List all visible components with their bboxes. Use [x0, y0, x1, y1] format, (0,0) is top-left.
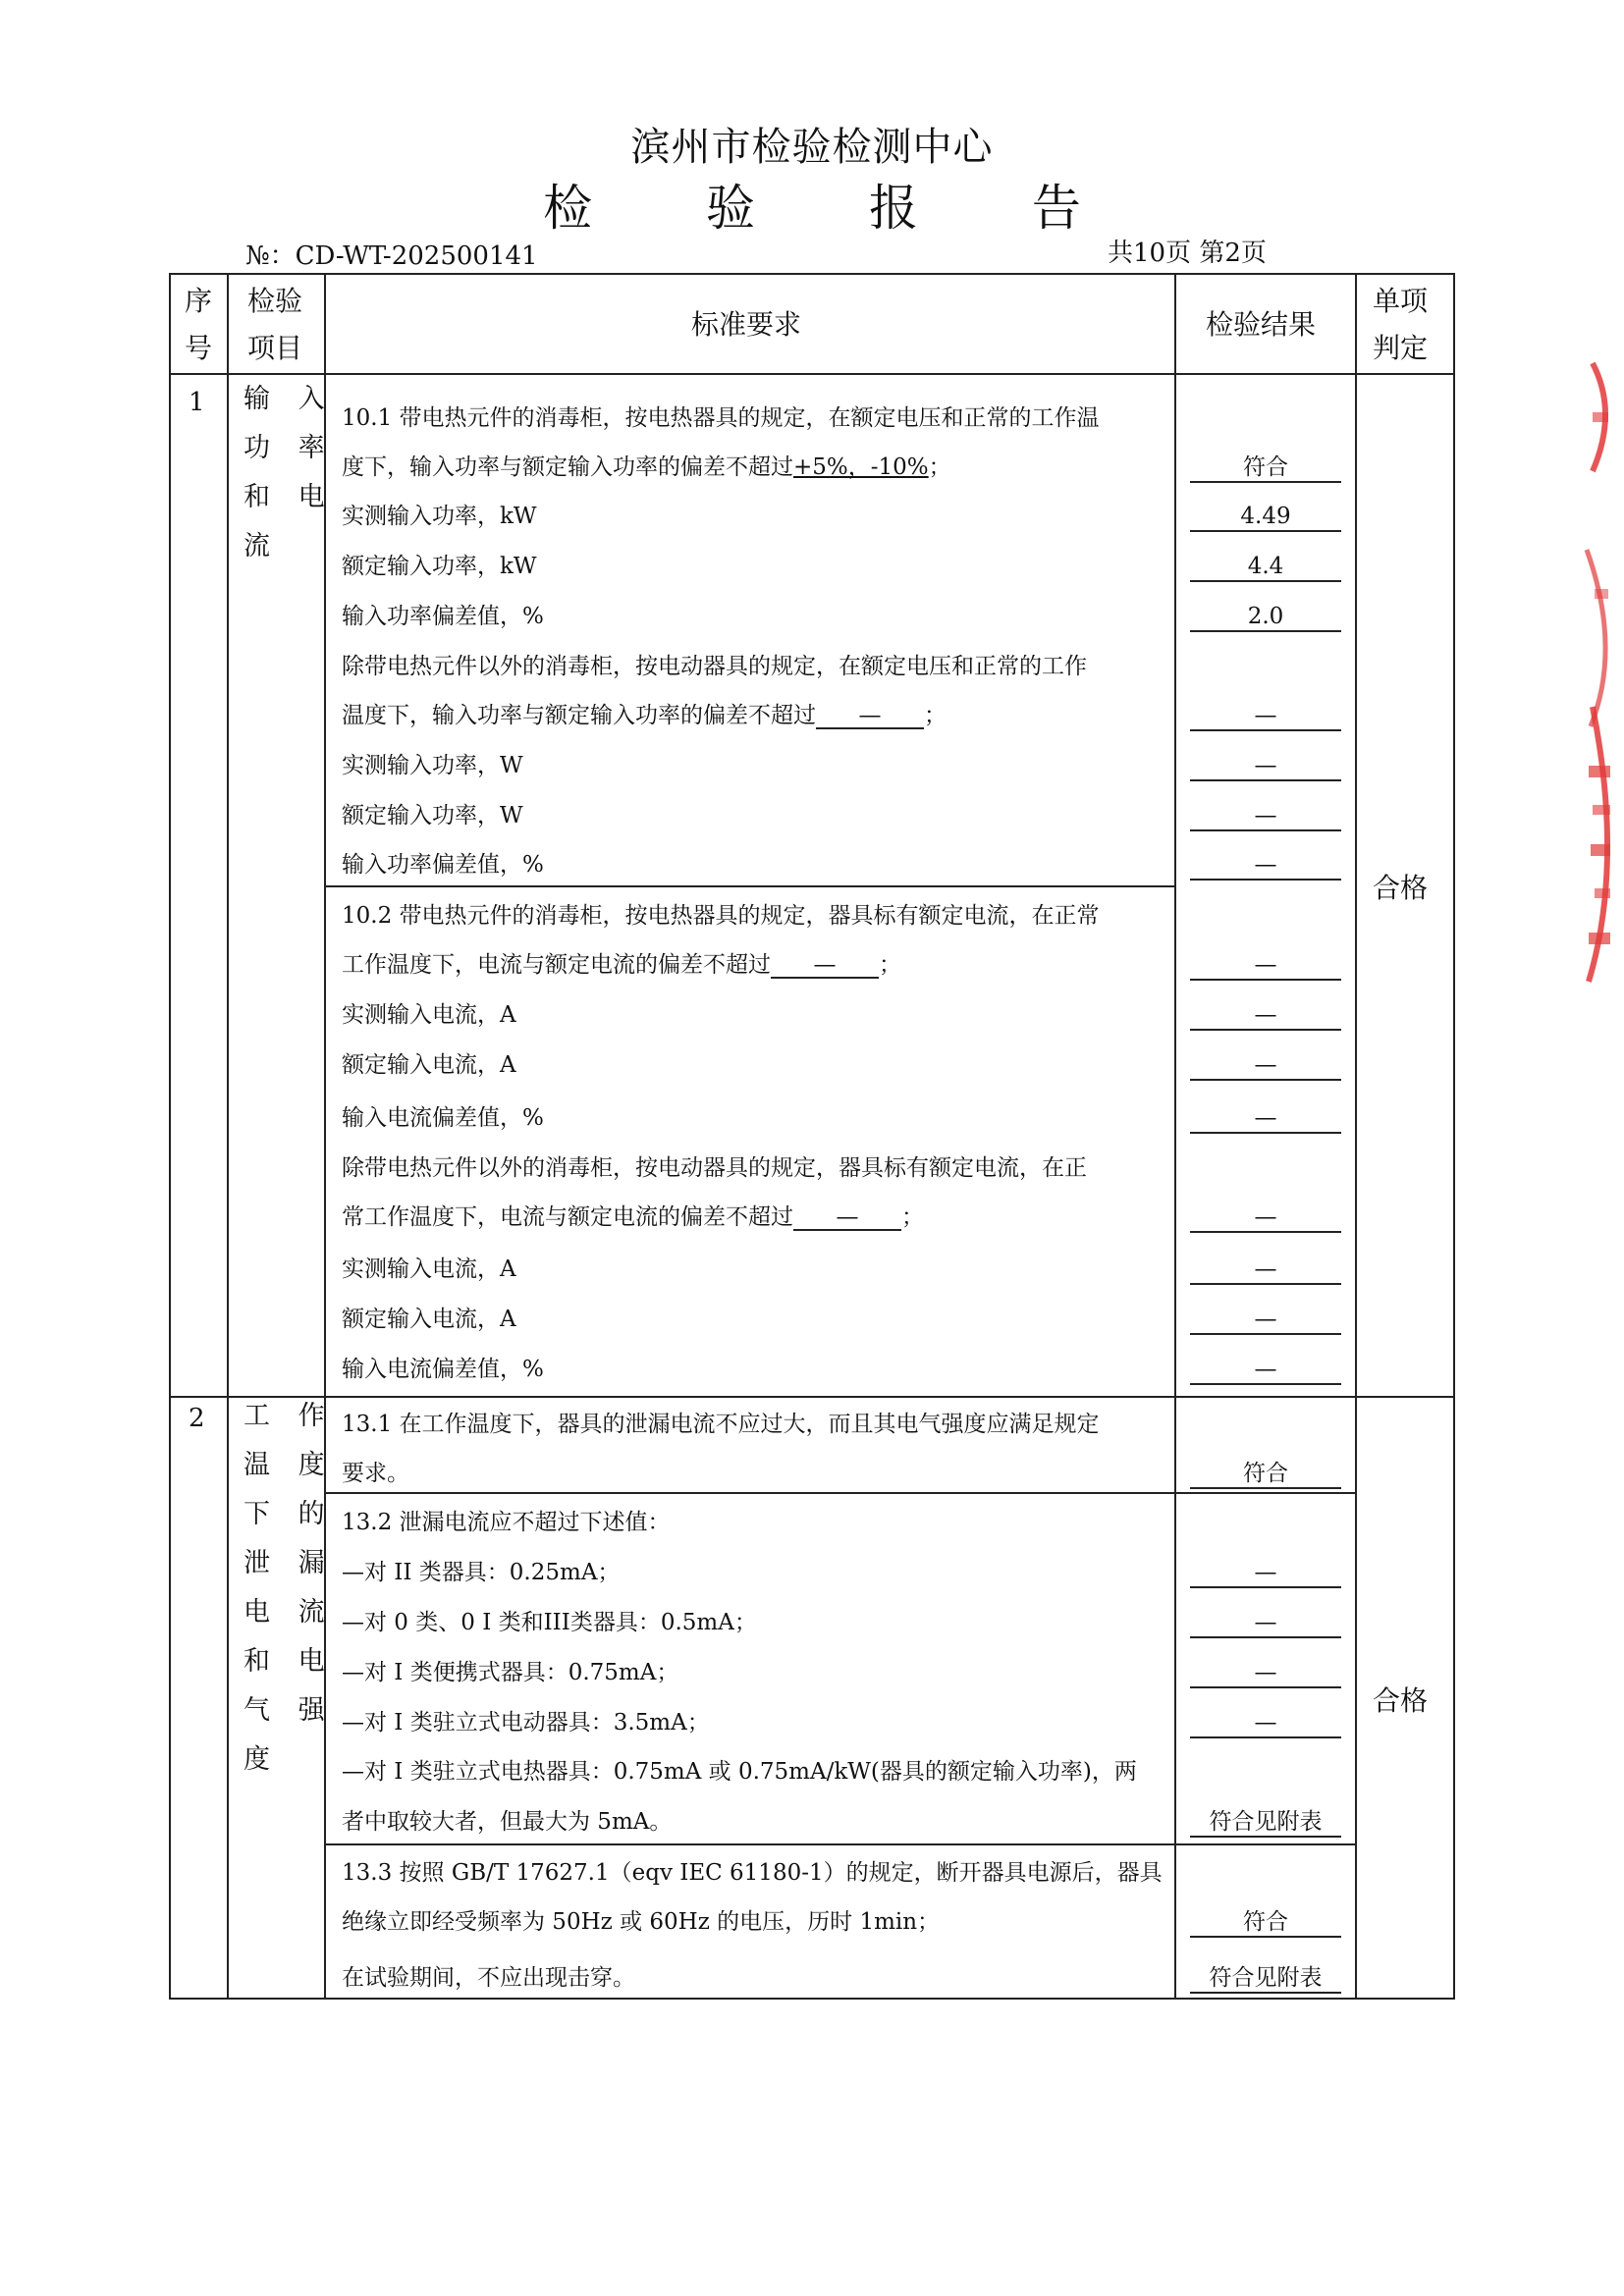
row2-item-line-4: 泄 漏: [244, 1548, 335, 1578]
row1-verdict: 合格: [1373, 872, 1429, 904]
row2-item-line-1: 工 作: [244, 1401, 335, 1431]
row1-req-1-4: 额定输入功率，kW: [342, 554, 537, 579]
row2-req-2-6: —对 I 类驻立式电热器具：0.75mA 或 0.75mA/kW(器具的额定输入功率)，两: [342, 1759, 1137, 1785]
col-item-header-1: 检验: [247, 285, 303, 317]
row1-req-2-6: 除带电热元件以外的消毒柜，按电动器具的规定，器具标有额定电流，在正: [342, 1155, 1087, 1181]
row1-result-10: —: [1190, 1001, 1341, 1031]
row1-req-1-8: 实测输入功率，W: [342, 753, 523, 778]
row2-item-line-7: 气 强: [244, 1695, 335, 1726]
row1-req-1-7: 温度下，输入功率与额定输入功率的偏差不超过 — ；: [342, 703, 947, 728]
row1-req-1-6: 除带电热元件以外的消毒柜，按电动器具的规定，在额定电压和正常的工作: [342, 654, 1087, 679]
row1-result-7: —: [1190, 802, 1341, 831]
row1-req-2-8: 实测输入电流，A: [342, 1256, 516, 1282]
row2-req-2-7: 者中取较大者，但最大为 5mA。: [342, 1809, 673, 1835]
row2-result-5: —: [1190, 1709, 1341, 1738]
row2-result-4: —: [1190, 1659, 1341, 1688]
row1-req-2-10: 输入电流偏差值，%: [342, 1357, 544, 1382]
col-verdict-header-2: 判定: [1373, 332, 1429, 364]
row1-result-4: 2.0: [1190, 603, 1341, 632]
row2-req-2-2: —对 II 类器具：0.25mA；: [342, 1560, 621, 1585]
row1-result-12: —: [1190, 1104, 1341, 1134]
row2-req-2-1: 13.2 泄漏电流应不超过下述值：: [342, 1510, 671, 1535]
seal-stamp-fragment: [1583, 353, 1624, 1041]
row2-result-3: —: [1190, 1609, 1341, 1638]
row2-req-3-3: 在试验期间，不应出现击穿。: [342, 1965, 635, 1991]
row1-req-2-3: 实测输入电流，A: [342, 1002, 516, 1028]
row2-item-line-5: 电 流: [244, 1597, 335, 1628]
row1-item-line-4: 流: [244, 531, 280, 561]
row1-item-line-3: 和 电: [244, 482, 335, 512]
row2-item-line-6: 和 电: [244, 1646, 335, 1677]
report-title: 检 验 报 告: [543, 180, 1130, 237]
row1-req-1-10: 输入功率偏差值，%: [342, 852, 544, 878]
row1-req-1-5: 输入功率偏差值，%: [342, 604, 544, 629]
row1-result-8: —: [1190, 851, 1341, 881]
row1-result-11: —: [1190, 1051, 1341, 1081]
row2-item-line-8: 度: [244, 1744, 280, 1775]
row2-req-2-3: —对 0 类、0 I 类和III类器具：0.5mA；: [342, 1610, 757, 1635]
row1-req-1-1: 10.1 带电热元件的消毒柜，按电热器具的规定，在额定电压和正常的工作温: [342, 405, 1100, 431]
row1-result-9: —: [1190, 951, 1341, 981]
col-verdict-header-1: 单项: [1373, 285, 1429, 317]
row1-result-2: 4.49: [1190, 503, 1341, 532]
report-number: №：CD-WT-202500141: [245, 241, 538, 271]
page-info: 共10页 第2页: [1108, 239, 1267, 268]
row1-item-line-2: 功 率: [244, 433, 335, 463]
row2-req-1-2: 要求。: [342, 1461, 409, 1486]
row2-req-3-1: 13.3 按照 GB/T 17627.1（eqv IEC 61180-1）的规定，断开器具电源后，器具: [342, 1860, 1163, 1886]
col-seq-header-1: 序: [185, 285, 213, 317]
organization-name: 滨州市检验检测中心: [630, 125, 994, 170]
row2-result-1: 符合: [1190, 1460, 1341, 1489]
row2-result-2: —: [1190, 1559, 1341, 1588]
col-item-header-2: 项目: [247, 332, 303, 364]
row2-item-line-3: 下 的: [244, 1499, 335, 1529]
row1-item-line-1: 输 入: [244, 384, 335, 414]
row2-item-line-2: 温 度: [244, 1450, 335, 1480]
row1-result-14: —: [1190, 1255, 1341, 1285]
row1-result-3: 4.4: [1190, 553, 1341, 582]
row2-result-6: 符合见附表: [1190, 1808, 1341, 1838]
row1-result-6: —: [1190, 752, 1341, 781]
row2-result-8: 符合见附表: [1190, 1964, 1341, 1994]
col-req-header: 标准要求: [691, 308, 802, 341]
row2-req-3-2: 绝缘立即经受频率为 50Hz 或 60Hz 的电压，历时 1min；: [342, 1909, 941, 1935]
row2-result-7: 符合: [1190, 1908, 1341, 1938]
row1-req-1-3: 实测输入功率，kW: [342, 504, 537, 529]
row2-verdict: 合格: [1373, 1684, 1429, 1717]
row1-result-13: —: [1190, 1203, 1341, 1233]
row1-result-16: —: [1190, 1356, 1341, 1385]
row1-result-5: —: [1190, 702, 1341, 731]
row1-req-2-9: 额定输入电流，A: [342, 1307, 516, 1332]
row1-seq: 1: [189, 388, 205, 417]
row2-req-2-5: —对 I 类驻立式电动器具：3.5mA；: [342, 1710, 710, 1735]
col-result-header: 检验结果: [1206, 308, 1317, 341]
row1-result-15: —: [1190, 1306, 1341, 1335]
row1-req-2-4: 额定输入电流，A: [342, 1052, 516, 1078]
row1-req-2-5: 输入电流偏差值，%: [342, 1105, 544, 1131]
col-seq-header-2: 号: [185, 332, 213, 364]
row2-req-2-4: —对 I 类便携式器具：0.75mA；: [342, 1660, 679, 1685]
row1-req-2-7: 常工作温度下，电流与额定电流的偏差不超过 — ；: [342, 1204, 924, 1230]
row1-req-1-2: 度下，输入功率与额定输入功率的偏差不超过+5%，-10%；: [342, 454, 951, 480]
row1-req-2-2: 工作温度下，电流与额定电流的偏差不超过 — ；: [342, 952, 901, 978]
row1-req-1-9: 额定输入功率，W: [342, 803, 523, 828]
row2-req-1-1: 13.1 在工作温度下，器具的泄漏电流不应过大，而且其电气强度应满足规定: [342, 1412, 1100, 1437]
row1-req-2-1: 10.2 带电热元件的消毒柜，按电热器具的规定，器具标有额定电流，在正常: [342, 903, 1100, 929]
row1-result-1: 符合: [1190, 454, 1341, 483]
row2-seq: 2: [189, 1404, 205, 1433]
